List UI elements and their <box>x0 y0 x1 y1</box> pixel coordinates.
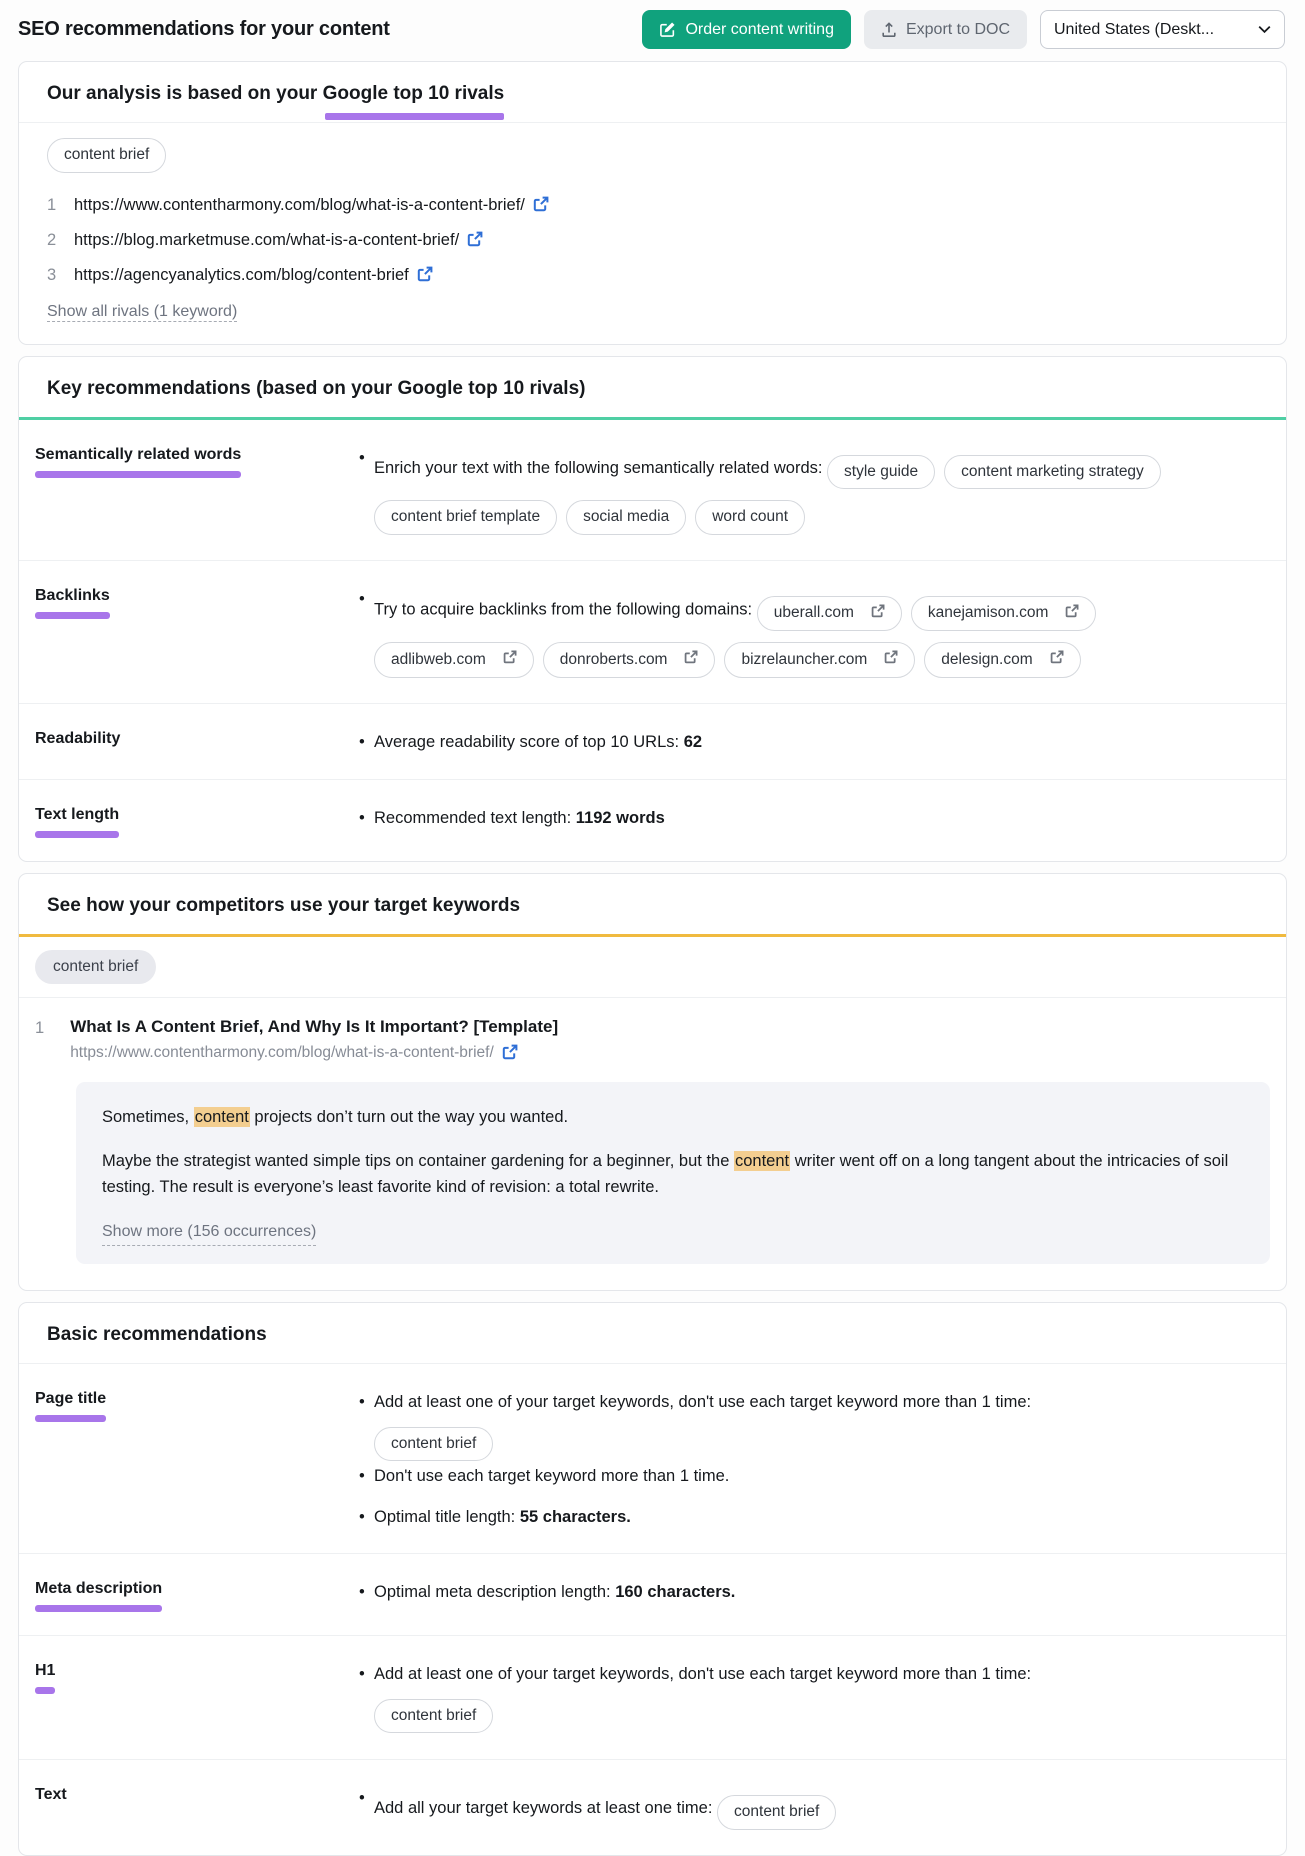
text-length-value: 1192 words <box>575 808 665 827</box>
related-word-chip: content brief template <box>374 500 557 535</box>
semantic-words-bullet <box>357 446 1256 537</box>
key-recommendations-header <box>19 357 1286 420</box>
show-more-occurrences-link[interactable]: Show more (156 occurrences) <box>102 1220 316 1246</box>
page-title-label: Page title <box>35 1385 357 1530</box>
readability-bullet: • Average readability score of top 10 URLs: 62 <box>357 730 1256 756</box>
meta-description-bullet: • Optimal meta description length: 160 characters. <box>357 1580 1256 1606</box>
rival-row <box>47 189 1258 224</box>
rival-rank: 2 <box>47 230 57 249</box>
backlink-domain-chip[interactable]: donroberts.com <box>543 642 716 678</box>
backlinks-content <box>357 582 1270 680</box>
rivals-card-header <box>19 62 1286 123</box>
backlinks-bullet <box>357 587 1256 680</box>
rival-row <box>47 259 1258 294</box>
text-length-label: Text length <box>35 801 357 838</box>
topbar <box>0 0 1305 61</box>
page-title-row <box>19 1364 1286 1553</box>
optimal-meta-length: 160 characters. <box>615 1583 736 1602</box>
backlinks-label: Backlinks <box>35 582 357 680</box>
keyword-tab-row <box>19 937 1286 998</box>
competitors-card <box>18 873 1287 1291</box>
key-recommendations-card <box>18 356 1287 862</box>
page-title-bullet-1: • Add at least one of your target keywords, don't use each target keyword more than 1 time: <box>357 1390 1256 1416</box>
readability-content <box>357 725 1270 756</box>
order-button-label: Order content writing <box>685 20 834 38</box>
target-keyword-chip: content brief <box>47 138 166 173</box>
semantic-words-text: Enrich your text with the following semantically related words: <box>374 458 823 477</box>
export-icon <box>881 22 897 38</box>
external-link-icon[interactable] <box>417 266 433 287</box>
show-all-rivals-link[interactable]: Show all rivals (1 keyword) <box>47 302 238 320</box>
related-word-chip: content marketing strategy <box>944 455 1161 490</box>
semantic-words-row <box>19 420 1286 560</box>
keyword-chip: content brief <box>717 1795 836 1830</box>
rivals-heading-marked: Google top 10 rivals <box>322 83 505 104</box>
related-word-chip: social media <box>566 500 686 535</box>
excerpt-paragraph: Maybe the strategist wanted simple tips on container gardening for a beginner, but the content writer went off on a long tangent about the intricacies of soil testing. The result is everyone’s least favorite kind of revision: a total rewrite. <box>102 1152 1229 1196</box>
rival-url-link[interactable]: https://agencyanalytics.com/blog/content-brief <box>74 266 433 287</box>
excerpt-paragraph: Sometimes, content projects don’t turn out the way you wanted. <box>102 1107 569 1126</box>
h1-bullet: • Add at least one of your target keywords, don't use each target keyword more than 1 time: <box>357 1662 1256 1688</box>
h1-label: H1 <box>35 1657 357 1736</box>
text-content <box>357 1781 1270 1832</box>
competitor-item <box>19 998 1286 1290</box>
rivals-body <box>19 123 1286 344</box>
text-length-row <box>19 779 1286 861</box>
competitor-url-link[interactable]: https://www.contentharmony.com/blog/what-is-a-content-brief/ <box>70 1044 558 1065</box>
external-link-icon[interactable] <box>502 1044 518 1065</box>
text-bullet: • Add all your target keywords at least one time: content brief <box>357 1786 1256 1832</box>
meta-description-content <box>357 1575 1270 1612</box>
page-title-content <box>357 1385 1270 1530</box>
region-select-value: United States (Deskt... <box>1054 20 1215 38</box>
backlink-domain-chip[interactable]: adlibweb.com <box>374 642 534 678</box>
competitor-rank: 1 <box>35 1018 45 1037</box>
keyword-tab[interactable]: content brief <box>35 950 156 984</box>
chevron-down-icon <box>1258 25 1271 34</box>
external-link-icon <box>1065 604 1079 624</box>
backlink-domain-chip[interactable]: kanejamison.com <box>911 596 1097 632</box>
text-length-bullet: • Recommended text length: 1192 words <box>357 806 1256 832</box>
optimal-title-length: 55 characters. <box>519 1507 631 1526</box>
rival-url-link[interactable]: https://www.contentharmony.com/blog/what-is-a-content-brief/ <box>74 196 549 217</box>
rivals-card <box>18 61 1287 345</box>
text-length-content <box>357 801 1270 838</box>
external-link-icon <box>503 650 517 670</box>
export-to-doc-button[interactable] <box>864 10 1027 49</box>
page-title: SEO recommendations for your content <box>18 18 390 40</box>
external-link-icon <box>884 650 898 670</box>
competitor-head <box>35 1017 1270 1065</box>
page-title-bullet-2: • Don't use each target keyword more than 1 time. <box>357 1464 1256 1490</box>
backlink-domain-chip[interactable]: delesign.com <box>924 642 1080 678</box>
competitors-heading: See how your competitors use your target keywords <box>47 894 521 916</box>
text-label: Text <box>35 1786 67 1804</box>
related-word-chip: word count <box>695 500 805 535</box>
export-button-label: Export to DOC <box>905 20 1010 38</box>
readability-score: 62 <box>683 732 703 751</box>
backlink-domain-chip[interactable]: bizrelauncher.com <box>724 642 915 678</box>
rivals-list <box>47 189 1258 294</box>
backlinks-row <box>19 560 1286 703</box>
order-content-writing-button[interactable] <box>642 10 851 49</box>
meta-description-row <box>19 1553 1286 1635</box>
h1-row <box>19 1635 1286 1759</box>
backlink-domain-chip[interactable]: uberall.com <box>757 596 902 632</box>
external-link-icon <box>871 604 885 624</box>
external-link-icon <box>684 650 698 670</box>
rival-rank: 1 <box>47 195 57 214</box>
highlighted-keyword: content <box>194 1107 249 1126</box>
rival-url-link[interactable]: https://blog.marketmuse.com/what-is-a-content-brief/ <box>74 231 483 252</box>
backlinks-text: Try to acquire backlinks from the following domains: <box>374 600 753 619</box>
basic-recommendations-card <box>18 1302 1287 1856</box>
keyword-chip: content brief <box>374 1699 493 1734</box>
key-recommendations-heading: Key recommendations (based on your Google top 10 rivals) <box>47 377 586 399</box>
basic-recommendations-header <box>19 1303 1286 1364</box>
rival-row <box>47 224 1258 259</box>
keyword-usage-excerpt <box>76 1082 1270 1264</box>
edit-icon <box>659 21 676 38</box>
rival-rank: 3 <box>47 265 57 284</box>
keyword-chip: content brief <box>374 1427 493 1462</box>
competitor-title: What Is A Content Brief, And Why Is It Important? [Template] <box>70 1016 559 1036</box>
h1-content <box>357 1657 1270 1736</box>
semantic-words-content <box>357 441 1270 537</box>
highlighted-keyword: content <box>734 1152 790 1171</box>
competitors-header <box>19 874 1286 937</box>
semantic-words-label: Semantically related words <box>35 441 357 537</box>
page-title-bullet-3: • Optimal title length: 55 characters. <box>357 1505 1256 1531</box>
external-link-icon[interactable] <box>467 231 483 252</box>
meta-description-label: Meta description <box>35 1575 357 1612</box>
topbar-actions <box>642 10 1285 49</box>
text-row <box>19 1759 1286 1855</box>
related-word-chip: style guide <box>827 455 935 490</box>
readability-label: Readability <box>35 729 121 747</box>
basic-recommendations-heading: Basic recommendations <box>47 1324 267 1346</box>
region-select[interactable] <box>1040 10 1285 49</box>
rivals-heading: Our analysis is based on your <box>47 83 323 104</box>
external-link-icon[interactable] <box>533 196 549 217</box>
external-link-icon <box>1050 650 1064 670</box>
readability-row <box>19 703 1286 779</box>
